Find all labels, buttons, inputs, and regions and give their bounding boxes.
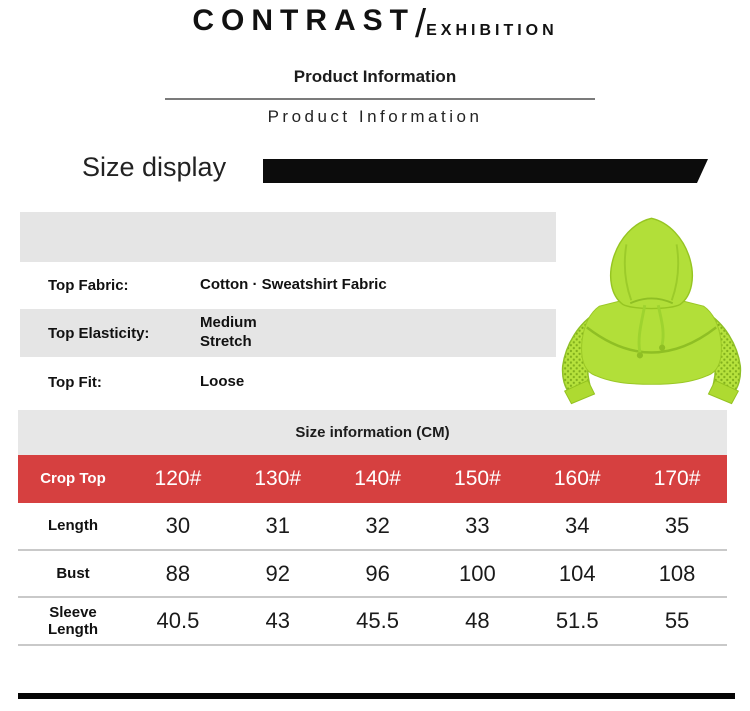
measurement-value: 45.5 — [356, 608, 399, 633]
measurement-value: 34 — [564, 513, 590, 538]
measurement-value: 100 — [459, 560, 496, 586]
measurement-value: 30 — [165, 513, 191, 538]
attribute-value: Loose — [200, 373, 245, 391]
measurement-value: 92 — [265, 560, 290, 586]
size-option: 150# — [454, 467, 501, 490]
size-option: 170# — [653, 467, 701, 490]
measurement-value: 33 — [465, 513, 490, 538]
measurement-value: 55 — [664, 608, 690, 633]
section-divider — [165, 98, 595, 100]
attribute-label: Top Elasticity: — [48, 324, 150, 342]
measurement-value: 32 — [365, 513, 390, 538]
section-title-bold: Product Information — [293, 67, 457, 86]
measurement-value: 104 — [558, 560, 596, 586]
size-option: 160# — [553, 467, 601, 490]
bottom-divider-bar — [18, 693, 735, 699]
brand-header — [0, 4, 750, 44]
size-display-black-banner — [263, 159, 708, 183]
brand-name: CONTRAST — [192, 4, 415, 37]
size-option: 120# — [154, 467, 202, 490]
size-option: 140# — [354, 467, 401, 490]
measurement-value: 43 — [265, 608, 290, 633]
measurement-value: 31 — [265, 513, 290, 538]
size-display-heading: Size display — [82, 152, 227, 182]
attribute-row-fabric — [20, 262, 556, 309]
attribute-value: Medium Stretch — [200, 314, 257, 350]
measurement-value: 96 — [365, 560, 390, 586]
size-option: 130# — [254, 467, 302, 490]
attribute-label: Top Fit: — [48, 374, 102, 391]
measurement-value: 35 — [664, 513, 690, 538]
hoodie-illustration — [555, 213, 748, 407]
measurement-value: 40.5 — [156, 608, 200, 633]
measurement-value: 88 — [165, 560, 191, 586]
measurement-value: 51.5 — [555, 608, 599, 633]
product-attributes-table — [20, 212, 556, 408]
attribute-label: Top Fabric: — [48, 277, 129, 294]
product-image-hoodie — [555, 213, 748, 407]
measurement-value: 108 — [658, 560, 696, 586]
size-header-label: Crop Top — [40, 470, 106, 488]
row-label: Bust — [56, 564, 90, 582]
size-table-title: Size information (CM) — [18, 410, 727, 455]
attribute-row-empty — [20, 212, 556, 262]
table-row-bust — [18, 551, 727, 598]
brand-slash: / — [414, 2, 427, 46]
row-label: Length — [48, 517, 98, 535]
attribute-row-elasticity — [20, 309, 556, 357]
table-row-length — [18, 503, 727, 551]
section-title-spaced: Product Information — [267, 107, 483, 126]
attribute-value: Cotton · Sweatshirt Fabric — [200, 276, 387, 294]
brand-subtitle: EXHIBITION — [426, 22, 558, 39]
table-row-sleeve-length — [18, 598, 727, 646]
attribute-row-fit — [20, 357, 556, 408]
size-table-header-row — [18, 455, 727, 503]
size-information-table — [18, 410, 727, 646]
row-label: Sleeve Length — [48, 603, 98, 638]
measurement-value: 48 — [465, 608, 490, 633]
